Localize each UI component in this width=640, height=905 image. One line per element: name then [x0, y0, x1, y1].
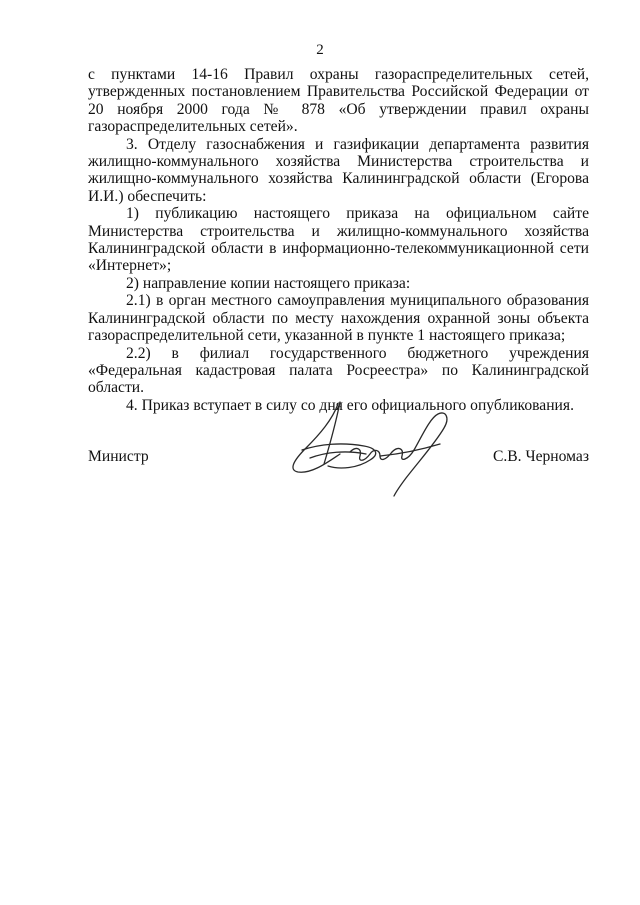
- handwritten-signature: [280, 392, 470, 502]
- paragraph-item-3-2-1: 2.1) в орган местного самоуправления муниципального образования Калининградской области по месту нахождения охранной зоны объекта газораспределительной сети, указанной в пункте 1 настоящего приказа;: [88, 292, 589, 345]
- page-number: 2: [316, 42, 324, 58]
- signatory-name: С.В. Черномаз: [492, 448, 589, 465]
- paragraph-item-3-2-2: 2.2) в филиал государственного бюджетного учреждения «Федеральная кадастровая палата Росреестра» по Калининградской области.: [88, 344, 589, 397]
- paragraph-item-3-1: 1) публикацию настоящего приказа на официальном сайте Министерства строительства и жилищно-коммунального хозяйства Калининградской области в информационно-телекоммуникационной сети «Интернет»;: [88, 205, 589, 275]
- document-body: [88, 66, 589, 414]
- paragraph-item-3-2: 2) направление копии настоящего приказа:: [126, 274, 411, 292]
- paragraph-continuation: с пунктами 14-16 Правил охраны газораспределительных сетей, утвержденных постановлением Правительства Российской Федерации от 20 ноября 2000 года № 878 «Об утверждении правил охраны газораспределительных сетей».: [88, 66, 589, 136]
- paragraph-item-4: 4. Приказ вступает в силу со дня его официального опубликования.: [126, 396, 574, 414]
- paragraph-item-3: 3. Отделу газоснабжения и газификации департамента развития жилищно-коммунального хозяйства Министерства строительства и жилищно-коммунального хозяйства Калининградской области (Егорова И.И.) обеспечить:: [88, 135, 589, 205]
- signatory-title: Министр: [88, 448, 149, 465]
